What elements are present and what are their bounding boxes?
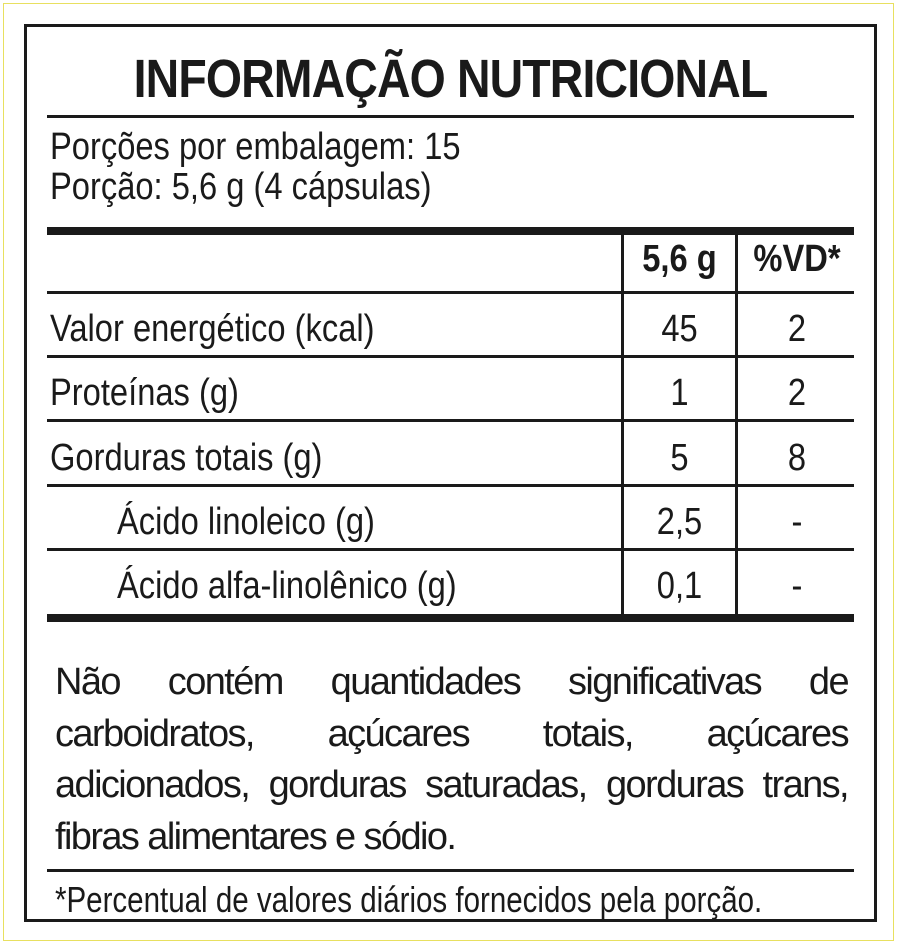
row-label: Proteínas (g) bbox=[50, 372, 239, 414]
row-amount: 45 bbox=[661, 308, 698, 350]
servings-per-package: Porções por embalagem: 15 bbox=[50, 126, 461, 168]
divider bbox=[47, 869, 854, 872]
servings-info bbox=[50, 127, 461, 207]
row-dv: 2 bbox=[787, 308, 807, 350]
divider bbox=[47, 291, 854, 294]
row-label-sub: Ácido alfa-linolênico (g) bbox=[117, 565, 457, 607]
row-label-sub: Ácido linoleico (g) bbox=[117, 501, 375, 543]
row-amount: 5 bbox=[670, 437, 689, 479]
thick-divider bbox=[47, 614, 854, 622]
row-label: Valor energético (kcal) bbox=[50, 308, 375, 350]
panel-title: INFORMAÇÃO NUTRICIONAL bbox=[133, 49, 768, 109]
row-amount: 1 bbox=[670, 372, 689, 414]
divider bbox=[47, 548, 854, 551]
row-amount: 0,1 bbox=[656, 565, 703, 607]
column-header-dv: %VD* bbox=[753, 238, 841, 280]
row-amount: 2,5 bbox=[656, 501, 703, 543]
thick-divider bbox=[47, 227, 854, 235]
panel-content bbox=[47, 27, 854, 919]
row-dv: 2 bbox=[787, 372, 807, 414]
footnote: *Percentual de valores diários fornecidos pela porção. bbox=[55, 879, 763, 920]
row-label: Gorduras totais (g) bbox=[50, 437, 323, 479]
divider bbox=[47, 484, 854, 487]
column-header-amount: 5,6 g bbox=[642, 238, 717, 280]
row-dv: - bbox=[791, 501, 803, 543]
row-dv: 8 bbox=[787, 437, 807, 479]
divider bbox=[47, 419, 854, 422]
divider bbox=[47, 115, 854, 118]
portion-size: Porção: 5,6 g (4 cápsulas) bbox=[50, 166, 432, 208]
not-significant-note: Não contém quantidades significativas de carboidratos, açúcares totais, açúcares adicionados, gorduras saturadas, gorduras trans, fibras alimentares e sódio. bbox=[55, 661, 848, 858]
nutrition-facts-panel bbox=[24, 24, 877, 922]
row-dv: - bbox=[791, 565, 803, 607]
divider bbox=[47, 355, 854, 358]
